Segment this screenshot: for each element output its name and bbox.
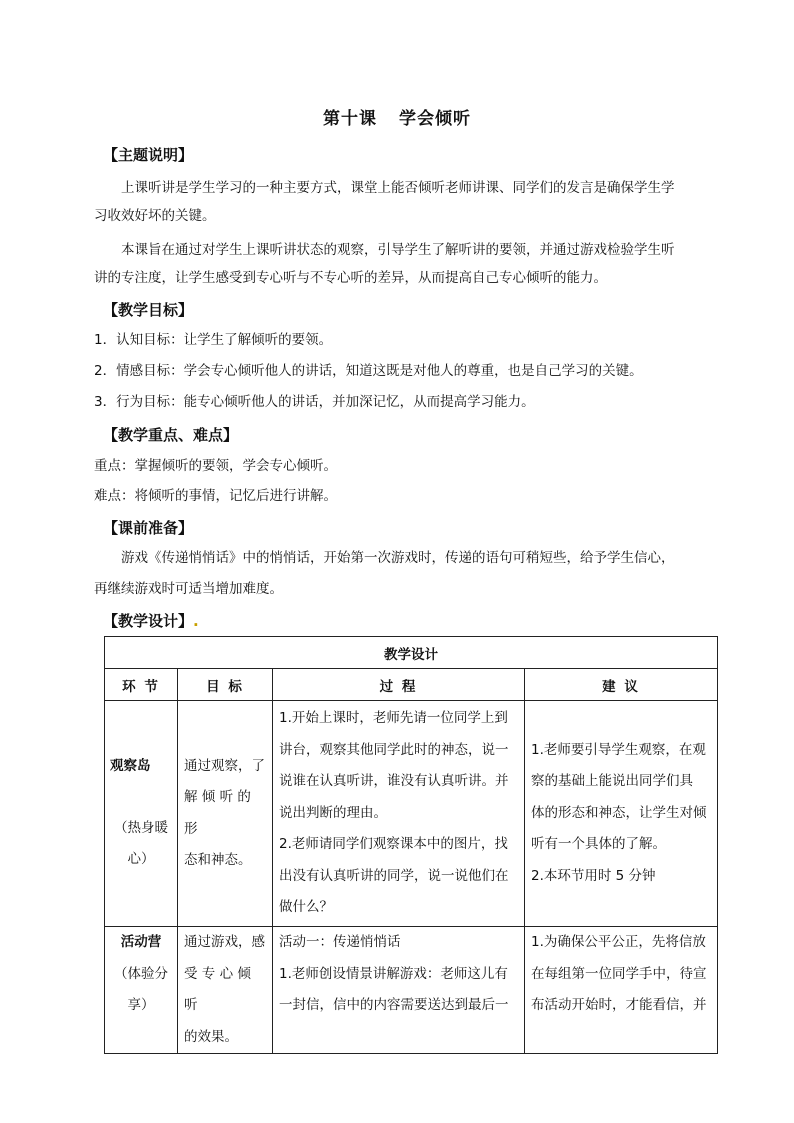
advice-line: 1.为确保公平公正，先将信放 — [531, 934, 706, 950]
stage-name: 观察岛 — [110, 758, 151, 775]
key-point: 重点：掌握倾听的要领，学会专心倾听。 — [94, 458, 337, 474]
theme-paragraph-2-line-2: 讲的专注度，让学生感受到专心听与不专心听的差异，从而提高自己专心倾听的能力。 — [94, 270, 607, 286]
stage-subtitle-line-1: （体验分 — [114, 965, 168, 982]
teaching-design-table — [104, 636, 718, 1054]
process-line: 说谁在认真听讲，谁没有认真听讲。并 — [279, 773, 509, 790]
process-line: 出没有认真听讲的同学，说一说他们在 — [279, 867, 509, 884]
goal-cell — [178, 927, 273, 1054]
advice-line: 听有一个具体的了解。 — [531, 836, 666, 853]
header-stage: 环 节 — [105, 669, 178, 701]
process-cell — [273, 927, 525, 1054]
theme-paragraph-1-line-1: 上课听讲是学生学习的一种主要方式，课堂上能否倾听老师讲课、同学们的发言是确保学生学 — [121, 180, 675, 196]
lesson-number: 第十课 — [323, 109, 377, 129]
goal-cognitive: 1．认知目标：让学生了解倾听的要领。 — [94, 332, 333, 348]
stage-subtitle-line-2: 心） — [127, 851, 155, 868]
advice-line: 1.老师要引导学生观察，在观 — [531, 741, 706, 758]
advice-line: 布活动开始时，才能看信，并 — [531, 997, 707, 1013]
section-goals-heading: 【教学目标】 — [103, 301, 194, 319]
stage-name: 活动营 — [120, 934, 162, 950]
goal-cell — [178, 701, 273, 927]
difficult-point: 难点：将倾听的事情，记忆后进行讲解。 — [94, 488, 337, 504]
process-cell — [273, 701, 525, 927]
section-theme-heading: 【主题说明】 — [103, 146, 194, 164]
goal-behavioral: 3．行为目标：能专心倾听他人的讲话，并加深记忆，从而提高学习能力。 — [94, 394, 535, 410]
process-line: 1.开始上课时，老师先请一位同学上到 — [279, 710, 508, 727]
stage-subtitle-line-2: 享） — [127, 997, 155, 1013]
theme-paragraph-2-line-1: 本课旨在通过对学生上课听讲状态的观察，引导学生了解听讲的要领，并通过游戏检验学生听 — [121, 242, 675, 258]
prep-line-1: 游戏《传递悄悄话》中的悄悄话，开始第一次游戏时，传递的语句可稍短些，给予学生信心， — [121, 550, 675, 566]
goal-line: 态和神态。 — [184, 852, 252, 868]
process-line: 2.老师请同学们观察课本中的图片，找 — [279, 836, 508, 853]
stage-subtitle-line-1: （热身暖 — [114, 819, 168, 836]
lesson-title — [0, 104, 794, 129]
advice-line: 体的形态和神态，让学生对倾 — [531, 804, 707, 821]
goal-line: 通过观察，了 — [184, 757, 265, 774]
process-line: 1.老师创设情景讲解游戏：老师这儿有 — [279, 965, 508, 982]
process-line: 说出判断的理由。 — [279, 804, 387, 821]
table-title: 教学设计 — [105, 637, 718, 669]
process-line: 一封信，信中的内容需要送达到最后一 — [279, 997, 509, 1013]
section-design-dot: . — [193, 612, 199, 630]
stage-cell — [105, 701, 178, 927]
advice-line: 察的基础上能说出同学们具 — [531, 773, 693, 790]
lesson-name: 学会倾听 — [399, 109, 471, 129]
advice-line: 2.本环节用时 5 分钟 — [531, 867, 656, 884]
section-design-heading — [103, 610, 199, 631]
header-advice: 建 议 — [525, 669, 718, 701]
header-process: 过 程 — [273, 669, 525, 701]
advice-cell — [525, 701, 718, 927]
section-keypoints-heading: 【教学重点、难点】 — [103, 426, 239, 444]
advice-line: 在每组第一位同学手中，待宣 — [531, 965, 707, 982]
process-line: 活动一：传递悄悄话 — [279, 934, 401, 950]
goal-emotional: 2．情感目标：学会专心倾听他人的讲话，知道这既是对他人的尊重，也是自己学习的关键。 — [94, 363, 643, 379]
process-line: 做什么？ — [279, 899, 333, 916]
goal-line: 的效果。 — [184, 1028, 238, 1045]
stage-cell — [105, 927, 178, 1054]
goal-line: 通过游戏，感 — [184, 934, 265, 950]
table-row — [105, 701, 718, 927]
advice-cell — [525, 927, 718, 1054]
prep-line-2: 再继续游戏时可适当增加难度。 — [94, 581, 283, 597]
theme-paragraph-1-line-2: 习收效好坏的关键。 — [94, 208, 216, 224]
section-design-label: 【教学设计】 — [103, 612, 194, 630]
table-row — [105, 927, 718, 1054]
header-goal: 目 标 — [178, 669, 273, 701]
process-line: 讲台，观察其他同学此时的神态，说一 — [279, 741, 509, 758]
goal-line: 受 专 心 倾 听 — [184, 965, 251, 1013]
goal-line: 解 倾 听 的 形 — [184, 789, 251, 837]
section-prep-heading: 【课前准备】 — [103, 519, 194, 537]
